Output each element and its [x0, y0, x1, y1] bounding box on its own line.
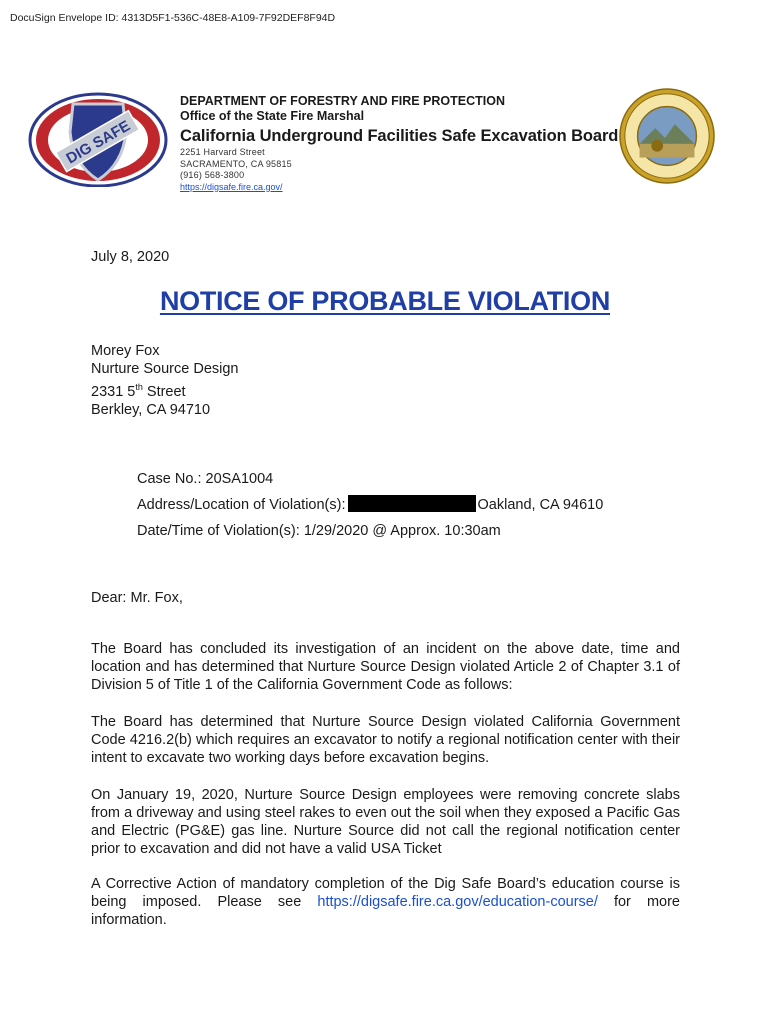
violation-datetime-row: Date/Time of Violation(s): 1/29/2020 @ Approx. 10:30am	[137, 523, 501, 539]
logo-text: DIG SAFE	[63, 117, 134, 168]
recipient-company: Nurture Source Design	[91, 361, 239, 377]
state-seal-icon	[618, 87, 716, 185]
education-course-link[interactable]: https://digsafe.fire.ca.gov/education-course/	[317, 894, 598, 910]
letter-date: July 8, 2020	[91, 249, 170, 265]
salutation: Dear: Mr. Fox,	[91, 590, 183, 606]
phone-number: (916) 568-3800	[180, 170, 245, 180]
department-name: DEPARTMENT OF FORESTRY AND FIRE PROTECTION	[180, 94, 506, 108]
board-name: California Underground Facilities Safe Excavation Board	[180, 127, 619, 145]
letterhead	[180, 94, 618, 193]
case-details	[137, 466, 603, 544]
office-name: Office of the State Fire Marshal	[180, 109, 365, 123]
paragraph-violation: The Board has determined that Nurture Source Design violated California Government Code 4216.2(b) which requires an excavator to notify a regional notification center with their intent to excavate two working days before excavation begins.	[91, 714, 680, 766]
redaction-block	[348, 495, 476, 512]
violation-location: Oakland, CA 94610	[477, 497, 604, 513]
paragraph-incident: On January 19, 2020, Nurture Source Design employees were removing concrete slabs from a driveway and using steel rakes to even out the soil when they exposed a Pacific Gas and Electric (PG&E) gas line. Nurture Source did not call the regional notification center prior to excavation and did not have a valid USA Ticket	[91, 787, 680, 857]
recipient-street: 2331 5th Street	[91, 382, 186, 400]
dig-safe-logo	[28, 92, 168, 187]
notice-title: NOTICE OF PROBABLE VIOLATION	[159, 286, 611, 316]
docusign-envelope-id: DocuSign Envelope ID: 4313D5F1-536C-48E8-A109-7F92DEF8F94D	[10, 12, 336, 24]
case-number: 20SA1004	[205, 471, 274, 487]
violation-datetime: 1/29/2020 @ Approx. 10:30am	[303, 523, 501, 539]
paragraph-corrective-action: A Corrective Action of mandatory completion of the Dig Safe Board’s education course is being imposed. Please see https://digsafe.fire.ca.gov/education-course/ for more information.	[91, 876, 680, 928]
violation-location-row: Address/Location of Violation(s): Oakland, CA 94610	[137, 497, 604, 513]
recipient-city: Berkley, CA 94710	[91, 401, 211, 418]
case-number-row: Case No.: 20SA1004	[137, 471, 274, 487]
website-link[interactable]: https://digsafe.fire.ca.gov/	[180, 181, 283, 192]
address-street: 2251 Harvard Street	[180, 147, 265, 157]
paragraph-findings: The Board has concluded its investigation of an incident on the above date, time and location and has determined that Nurture Source Design violated Article 2 of Chapter 3.1 of Division 5 of Title 1 of the California Government Code as follows:	[91, 641, 680, 693]
recipient-name: Morey Fox	[91, 343, 160, 359]
recipient-address	[91, 342, 239, 419]
address-city: SACRAMENTO, CA 95815	[180, 158, 292, 169]
